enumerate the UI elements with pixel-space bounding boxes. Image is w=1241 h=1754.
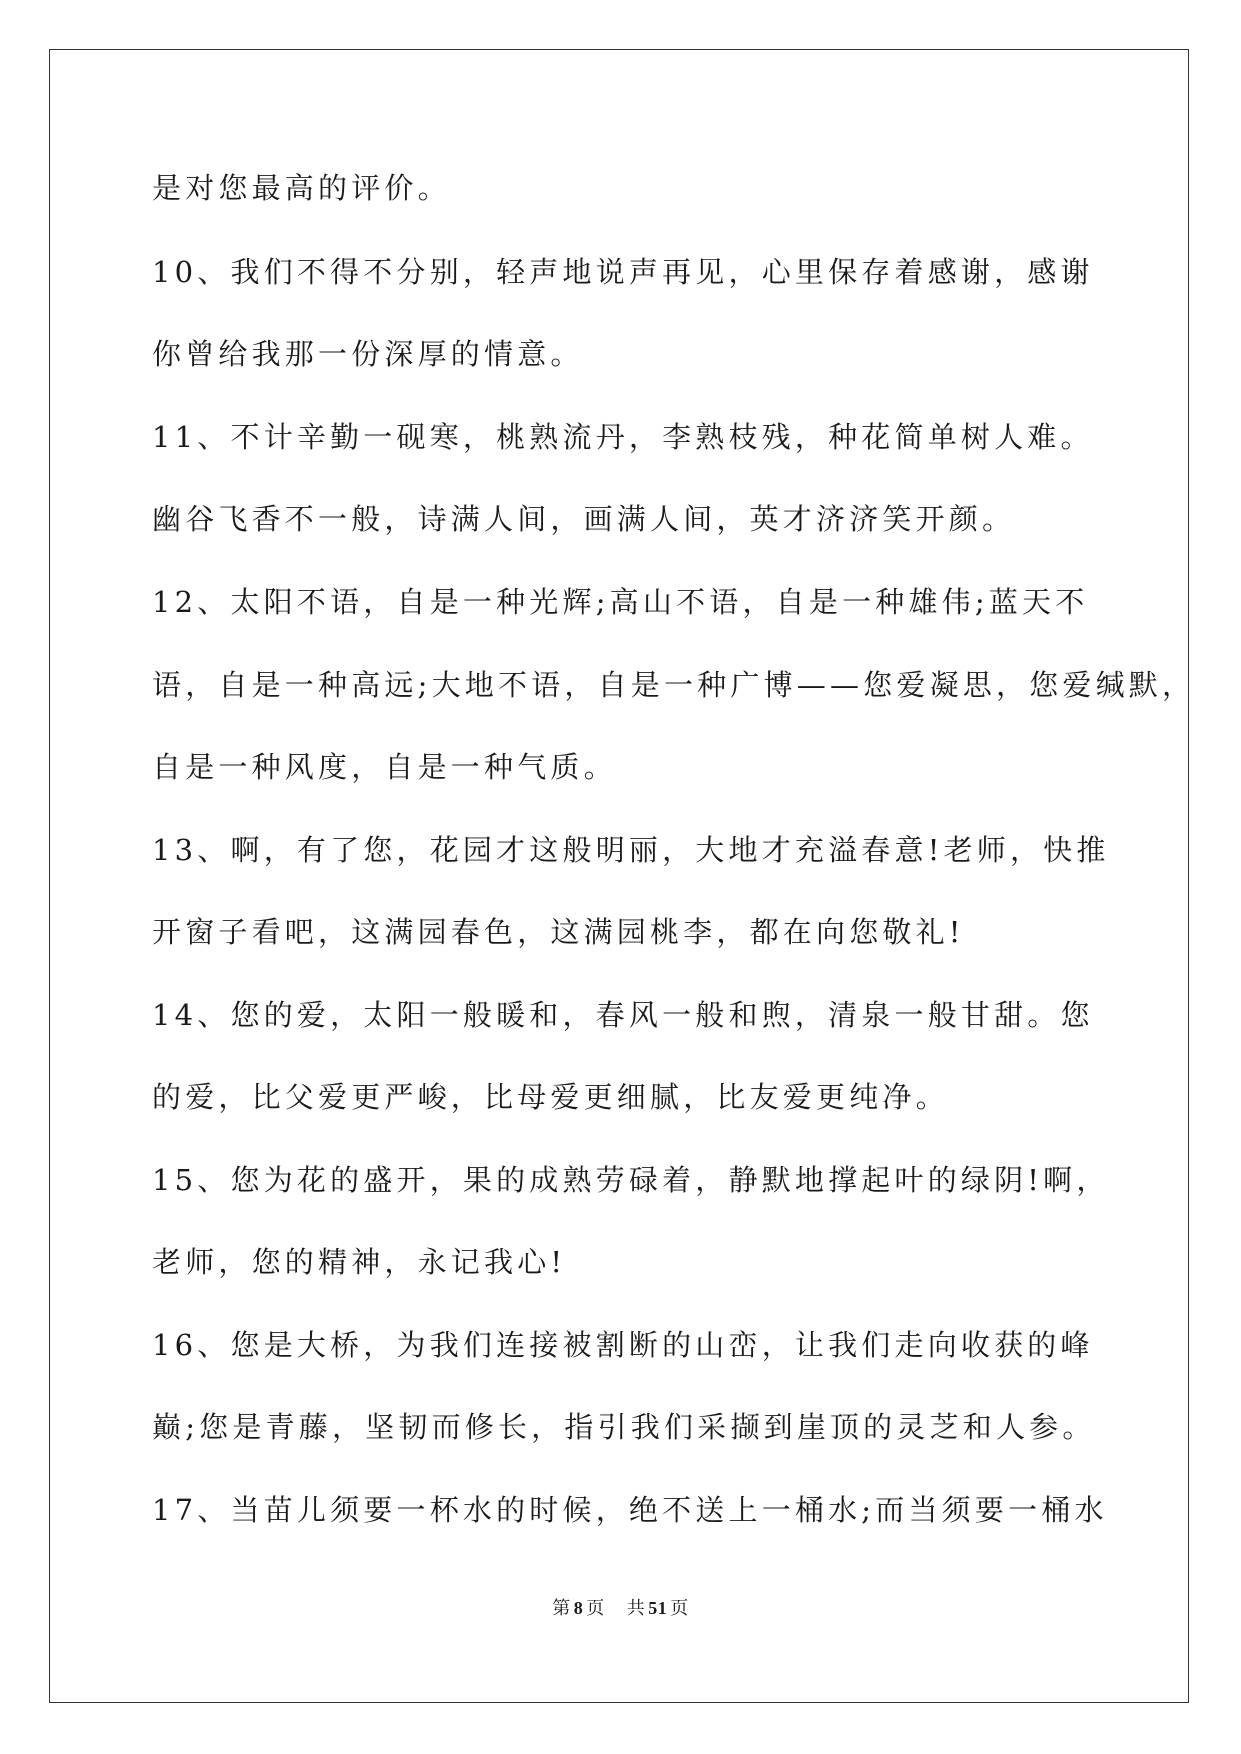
text-line: 自是一种风度，自是一种气质。 — [152, 750, 617, 784]
text-line: 的爱，比父爱更严峻，比母爱更细腻，比友爱更纯净。 — [152, 1080, 949, 1114]
text-line: 是对您最高的评价。 — [152, 171, 451, 205]
text-line: 10、我们不得不分别，轻声地说声再见，心里保存着感谢，感谢 — [152, 255, 1094, 289]
page-total: 51 — [648, 1598, 668, 1618]
text-line: 语，自是一种高远;大地不语，自是一种广博——您爱凝思，您爱缄默， — [152, 668, 1196, 702]
page-footer — [0, 1596, 1241, 1621]
text-line: 巅;您是青藤，坚韧而修长，指引我们采撷到崖顶的灵芝和人参。 — [152, 1410, 1096, 1444]
text-line: 你曾给我那一份深厚的情意。 — [152, 337, 584, 371]
text-line: 14、您的爱，太阳一般暖和，春风一般和煦，清泉一般甘甜。您 — [152, 998, 1094, 1032]
total-suffix: 页 — [670, 1598, 689, 1619]
page-suffix: 页 — [586, 1598, 605, 1619]
text-line: 13、啊，有了您，花园才这般明丽，大地才充溢春意!老师，快推 — [152, 833, 1110, 867]
text-line: 12、太阳不语，自是一种光辉;高山不语，自是一种雄伟;蓝天不 — [152, 585, 1089, 619]
page-border — [49, 49, 1189, 1703]
total-prefix: 共 — [626, 1598, 646, 1619]
text-line: 幽谷飞香不一般，诗满人间，画满人间，英才济济笑开颜。 — [152, 502, 1016, 536]
page-prefix: 第 — [552, 1598, 571, 1619]
text-line: 开窗子看吧，这满园春色，这满园桃李，都在向您敬礼! — [152, 915, 965, 949]
text-line: 11、不计辛勤一砚寒，桃熟流丹，李熟枝残，种花简单树人难。 — [152, 420, 1094, 454]
text-line: 老师，您的精神，永记我心! — [152, 1245, 567, 1279]
text-line: 16、您是大桥，为我们连接被割断的山峦，让我们走向收获的峰 — [152, 1328, 1094, 1362]
text-line: 15、您为花的盛开，果的成熟劳碌着，静默地撑起叶的绿阴!啊， — [152, 1163, 1110, 1197]
text-line: 17、当苗儿须要一杯水的时候，绝不送上一桶水;而当须要一桶水 — [152, 1493, 1108, 1527]
page-number: 8 — [573, 1598, 584, 1618]
